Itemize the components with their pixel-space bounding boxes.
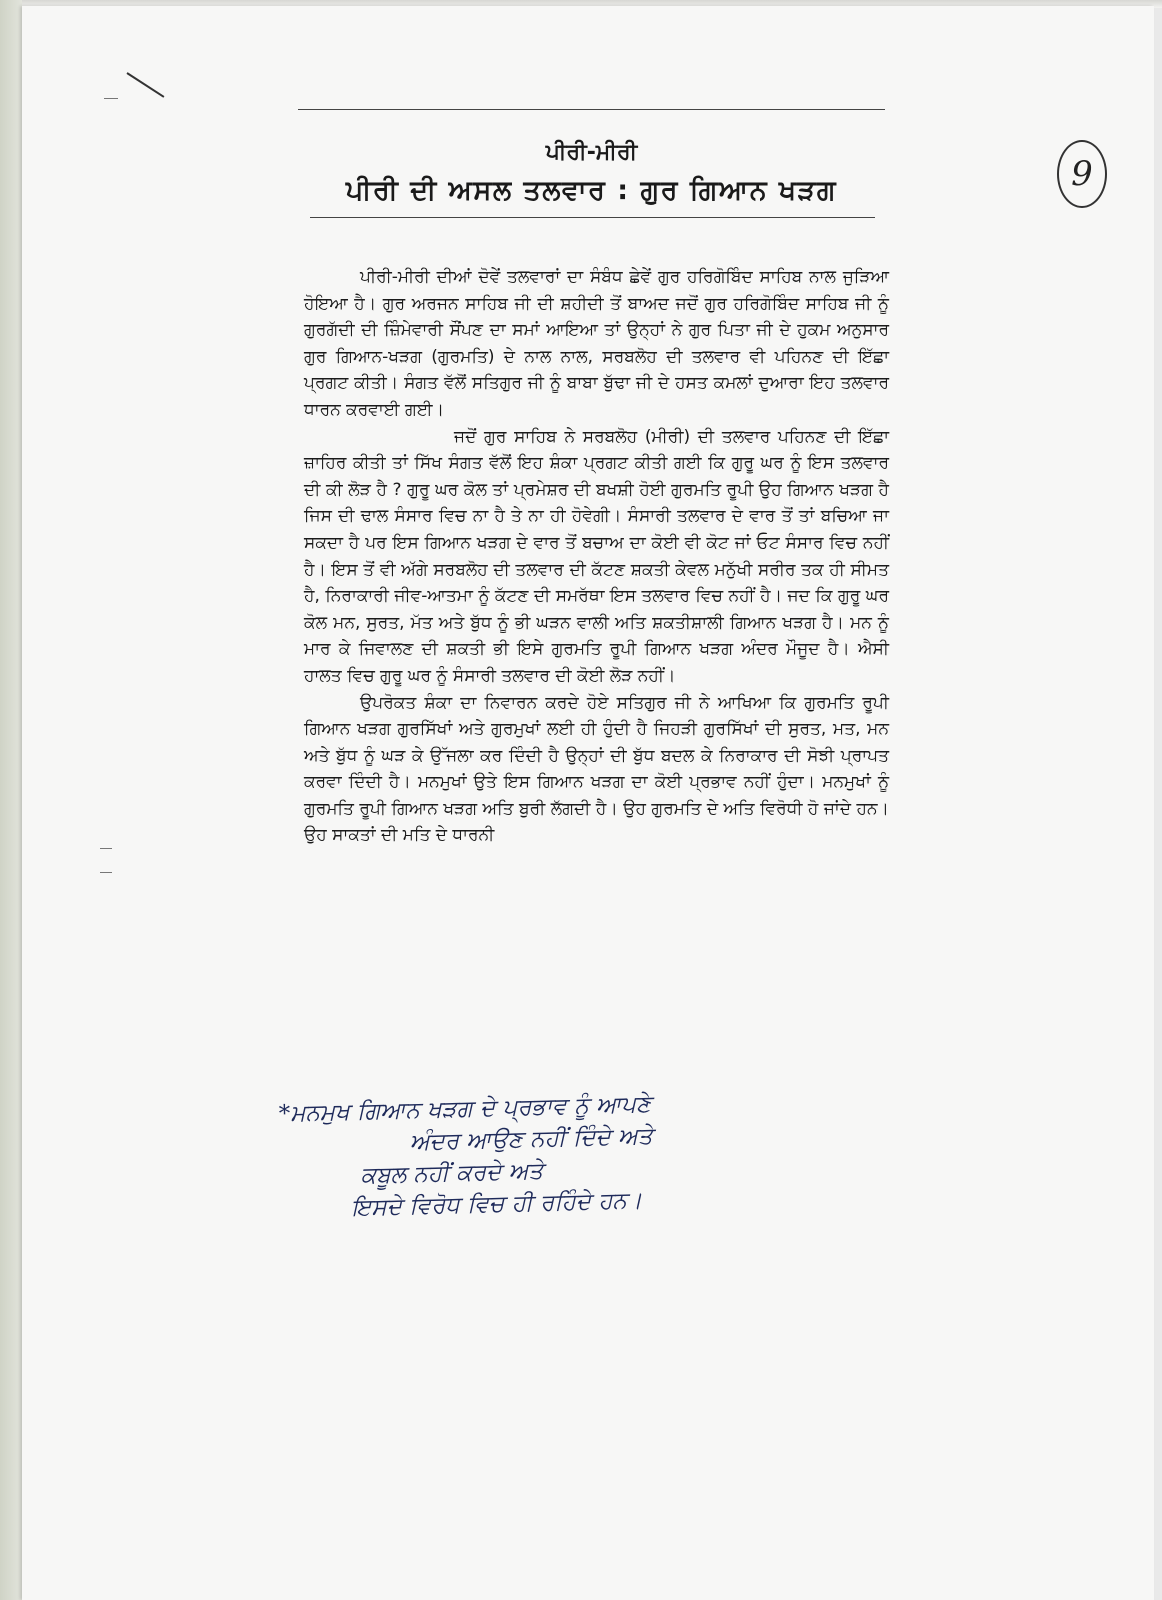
scan-left-edge xyxy=(0,0,22,1600)
header-rule-bottom xyxy=(310,217,875,218)
body-paragraph-1: ਪੀਰੀ-ਮੀਰੀ ਦੀਆਂ ਦੋਵੇਂ ਤਲਵਾਰਾਂ ਦਾ ਸੰਬੰਧ ਛੇਵੇਂ ਗੁਰ ਹਰਿਗੋਬਿੰਦ ਸਾਹਿਬ ਨਾਲ ਜੁੜਿਆ ਹੋਇਆ ਹੈ। ਗੁਰ ਅਰਜਨ ਸਾਹਿਬ ਜੀ ਦੀ ਸ਼ਹੀਦੀ ਤੋਂ ਬਾਅਦ ਜਦੋਂ ਗੁਰ ਹਰਿਗੋਬਿੰਦ ਸਾਹਿਬ ਜੀ ਨੂੰ ਗੁਰਗੱਦੀ ਦੀ ਜ਼ਿੰਮੇਵਾਰੀ ਸੌਂਪਣ ਦਾ ਸਮਾਂ ਆਇਆ ਤਾਂ ਉਨ੍ਹਾਂ ਨੇ ਗੁਰ ਪਿਤਾ ਜੀ ਦੇ ਹੁਕਮ ਅਨੁਸਾਰ ਗੁਰ ਗਿਆਨ-ਖੜਗ (ਗੁਰਮਤਿ) ਦੇ ਨਾਲ ਨਾਲ, ਸਰਬਲੋਹ ਦੀ ਤਲਵਾਰ ਵੀ ਪਹਿਨਣ ਦੀ ਇੱਛਾ ਪ੍ਰਗਟ ਕੀਤੀ। ਸੰਗਤ ਵੱਲੋਂ ਸਤਿਗੁਰ ਜੀ ਨੂੰ ਬਾਬਾ ਬੁੱਢਾ ਜੀ ਦੇ ਹਸਤ ਕਮਲਾਂ ਦੁਆਰਾ ਇਹ ਤਲਵਾਰ ਧਾਰਨ ਕਰਵਾਈ ਗਈ। xyxy=(304,267,889,420)
body-paragraph-2: ਜਦੋਂ ਗੁਰ ਸਾਹਿਬ ਨੇ ਸਰਬਲੋਹ (ਮੀਰੀ) ਦੀ ਤਲਵਾਰ ਪਹਿਨਣ ਦੀ ਇੱਛਾ ਜ਼ਾਹਿਰ ਕੀਤੀ ਤਾਂ ਸਿੱਖ ਸੰਗਤ ਵੱਲੋਂ ਇਹ ਸ਼ੰਕਾ ਪ੍ਰਗਟ ਕੀਤੀ ਗਈ ਕਿ ਗੁਰੂ ਘਰ ਨੂੰ ਇਸ ਤਲਵਾਰ ਦੀ ਕੀ ਲੋੜ ਹੈ ? ਗੁਰੂ ਘਰ ਕੋਲ ਤਾਂ ਪ੍ਰਮੇਸ਼ਰ ਦੀ ਬਖਸ਼ੀ ਹੋਈ ਗੁਰਮਤਿ ਰੂਪੀ ਉਹ ਗਿਆਨ ਖੜਗ ਹੈ ਜਿਸ ਦੀ ਢਾਲ ਸੰਸਾਰ ਵਿਚ ਨਾ ਹੈ ਤੇ ਨਾ ਹੀ ਹੋਵੇਗੀ। ਸੰਸਾਰੀ ਤਲਵਾਰ ਦੇ ਵਾਰ ਤੋਂ ਤਾਂ ਬਚਿਆ ਜਾ ਸਕਦਾ ਹੈ ਪਰ ਇਸ ਗਿਆਨ ਖੜਗ ਦੇ ਵਾਰ ਤੋਂ ਬਚਾਅ ਦਾ ਕੋਈ ਵੀ ਕੋਟ ਜਾਂ ਓਟ ਸੰਸਾਰ ਵਿਚ ਨਹੀਂ ਹੈ। ਇਸ ਤੋਂ ਵੀ ਅੱਗੇ ਸਰਬਲੋਹ ਦੀ ਤਲਵਾਰ ਦੀ ਕੱਟਣ ਸ਼ਕਤੀ ਕੇਵਲ ਮਨੁੱਖੀ ਸਰੀਰ ਤਕ ਹੀ ਸੀਮਤ ਹੈ, ਨਿਰਾਕਾਰੀ ਜੀਵ-ਆਤਮਾ ਨੂੰ ਕੱਟਣ ਦੀ ਸਮਰੱਥਾ ਇਸ ਤਲਵਾਰ ਵਿਚ ਨਹੀਂ ਹੈ। ਜਦ ਕਿ ਗੁਰੂ ਘਰ ਕੋਲ ਮਨ, ਸੁਰਤ, ਮੱਤ ਅਤੇ ਬੁੱਧ ਨੂੰ ਭੀ ਘੜਨ ਵਾਲੀ ਅਤਿ ਸ਼ਕਤੀਸ਼ਾਲੀ ਗਿਆਨ ਖੜਗ ਹੈ। ਮਨ ਨੂੰ ਮਾਰ ਕੇ ਜਿਵਾਲਣ ਦੀ ਸ਼ਕਤੀ ਭੀ ਇਸੇ ਗੁਰਮਤਿ ਰੂਪੀ ਗਿਆਨ ਖੜਗ ਅੰਦਰ ਮੌਜੂਦ ਹੈ। ਐਸੀ ਹਾਲਤ ਵਿਚ ਗੁਰੂ ਘਰ ਨੂੰ ਸੰਸਾਰੀ ਤਲਵਾਰ ਦੀ ਕੋਈ ਲੋੜ ਨਹੀਂ। xyxy=(304,426,889,686)
article-headline: ਪੀਰੀ ਦੀ ਅਸਲ ਤਲਵਾਰ : ਗੁਰ ਗਿਆਨ ਖੜਗ xyxy=(345,175,838,206)
scan-speck xyxy=(100,848,112,849)
handwritten-line-1: *ਮਨਮੁਖ ਗਿਆਨ ਖੜਗ ਦੇ ਪ੍ਰਭਾਵ ਨੂੰ ਆਪਣੇ xyxy=(278,1091,652,1128)
handwritten-line-4: ਇਸਦੇ ਵਿਰੋਧ ਵਿਚ ਹੀ ਰਹਿੰਦੇ ਹਨ। xyxy=(350,1187,643,1222)
handwritten-line-3: ਕਬੂਲ ਨਹੀਂ ਕਰਦੇ ਅਤੇ xyxy=(360,1158,544,1190)
handwritten-line-2: ਅੰਦਰ ਆਉਣ ਨਹੀਂ ਦਿੰਦੇ ਅਤੇ xyxy=(409,1123,653,1156)
article-body xyxy=(304,264,889,849)
handwritten-note xyxy=(278,1082,901,1226)
scan-speck xyxy=(100,872,112,873)
section-kicker: ਪੀਰੀ-ਮੀਰੀ xyxy=(545,140,638,165)
body-paragraph-3: ਉਪਰੋਕਤ ਸ਼ੰਕਾ ਦਾ ਨਿਵਾਰਨ ਕਰਦੇ ਹੋਏ ਸਤਿਗੁਰ ਜੀ ਨੇ ਆਖਿਆ ਕਿ ਗੁਰਮਤਿ ਰੂਪੀ ਗਿਆਨ ਖੜਗ ਗੁਰਸਿੱਖਾਂ ਅਤੇ ਗੁਰਮੁਖਾਂ ਲਈ ਹੀ ਹੁੰਦੀ ਹੈ ਜਿਹੜੀ ਗੁਰਸਿੱਖਾਂ ਦੀ ਸੁਰਤ, ਮਤ, ਮਨ ਅਤੇ ਬੁੱਧ ਨੂੰ ਘੜ ਕੇ ਉੱਜਲਾ ਕਰ ਦਿੰਦੀ ਹੈ ਉਨ੍ਹਾਂ ਦੀ ਬੁੱਧ ਬਦਲ ਕੇ ਨਿਰਾਕਾਰ ਦੀ ਸੋਝੀ ਪ੍ਰਾਪਤ ਕਰਵਾ ਦਿੰਦੀ ਹੈ। ਮਨਮੁਖਾਂ ਉਤੇ ਇਸ ਗਿਆਨ ਖੜਗ ਦਾ ਕੋਈ ਪ੍ਰਭਾਵ ਨਹੀਂ ਹੁੰਦਾ। ਮਨਮੁਖਾਂ ਨੂੰ ਗੁਰਮਤਿ ਰੂਪੀ ਗਿਆਨ ਖੜਗ ਅਤਿ ਬੁਰੀ ਲੱਗਦੀ ਹੈ। ਉਹ ਗੁਰਮਤਿ ਦੇ ਅਤਿ ਵਿਰੋਧੀ ਹੋ ਜਾਂਦੇ ਹਨ। ਉਹ ਸਾਕਤਾਂ ਦੀ ਮਤਿ ਦੇ ਧਾਰਨੀ xyxy=(304,692,889,846)
page-number: 9 xyxy=(1071,154,1093,194)
page-number-circle xyxy=(1057,140,1107,208)
scan-speck xyxy=(104,98,118,99)
header-rule-top xyxy=(298,109,885,110)
